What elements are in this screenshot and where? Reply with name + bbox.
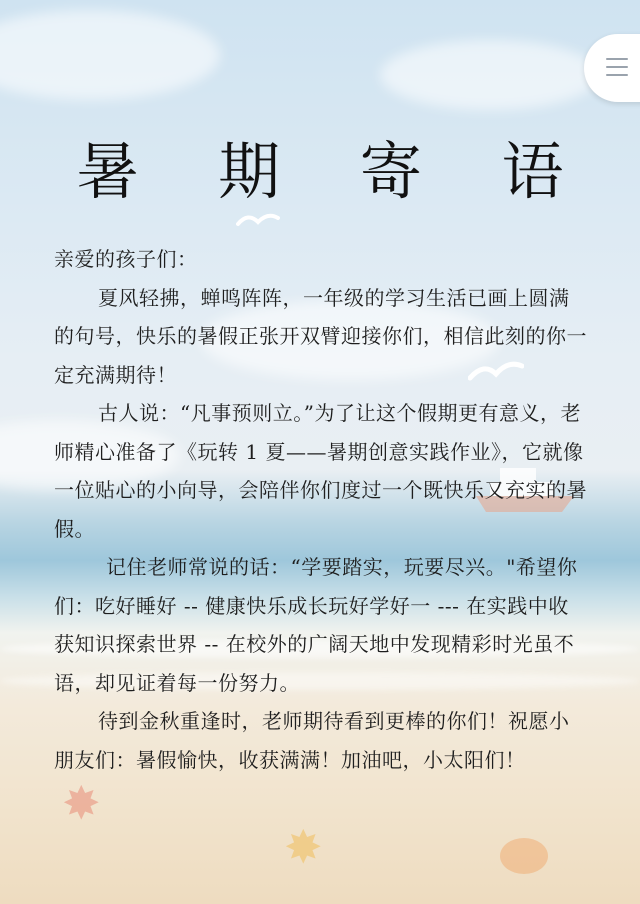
cloud bbox=[0, 10, 220, 100]
letter-body bbox=[54, 240, 588, 779]
page-title: 暑 期 寄 语 bbox=[76, 135, 594, 208]
cloud bbox=[380, 40, 600, 110]
paragraph: 夏风轻拂，蝉鸣阵阵，一年级的学习生活已画上圆满的句号，快乐的暑假正张开双臂迎接你们，相信此刻的你一定充满期待！ bbox=[54, 285, 587, 387]
paragraph: 记住老师常说的话：“学要踏实，玩要尽兴。"希望你们：吃好睡好 -- 健康快乐成长玩好学好一 --- 在实践中收获知识探索世界 -- 在校外的广阔天地中发现精彩时光虽不语，却见证着每一份努力。 bbox=[54, 555, 578, 695]
paragraph: 待到金秋重逢时，老师期待看到更棒的你们！祝愿小朋友们：暑假愉快，收获满满！加油吧，小太阳们！ bbox=[54, 709, 570, 772]
menu-button[interactable] bbox=[584, 34, 640, 102]
paragraph: 古人说：“凡事预则立。”为了让这个假期更有意义，老师精心准备了《玩转 1 夏——暑期创意实践作业》，它就像一位贴心的小向导，会陪伴你们度过一个既快乐又充实的暑假。 bbox=[54, 401, 587, 541]
starfish-icon: ✸ bbox=[62, 776, 101, 830]
seagull-icon bbox=[236, 208, 280, 230]
salutation: 亲爱的孩子们： bbox=[54, 247, 198, 271]
starfish-icon: ✸ bbox=[284, 820, 323, 874]
crab-icon bbox=[500, 838, 548, 874]
